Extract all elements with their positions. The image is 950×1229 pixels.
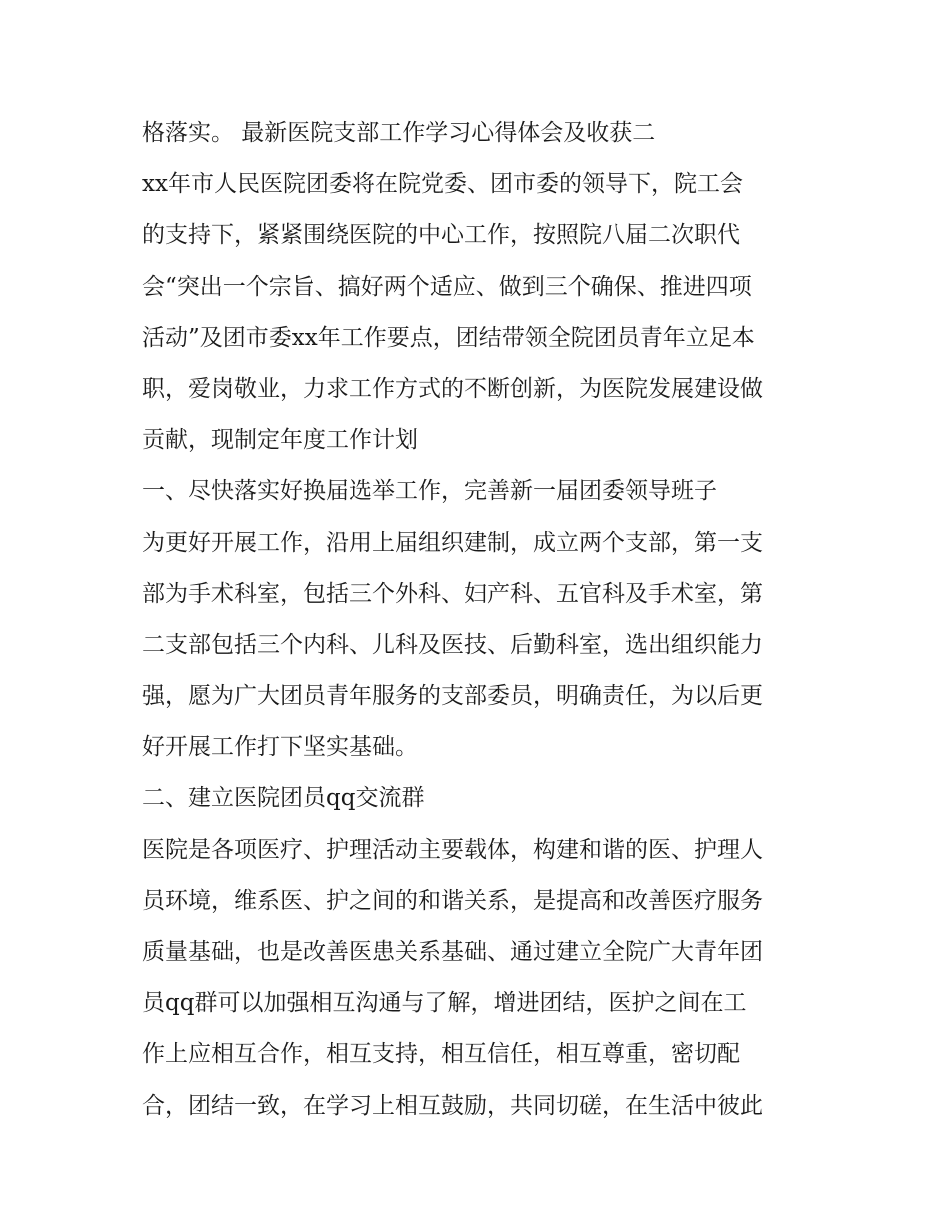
text-line: 医院是各项医疗、护理活动主要载体，构建和谐的医、护理人 bbox=[142, 836, 763, 863]
text-line: xx年市人民医院团委将在院党委、团市委的领导下，院工会 bbox=[142, 171, 743, 198]
text-line: 部为手术科室，包括三个外科、妇产科、五官科及手术室，第 bbox=[142, 580, 763, 607]
section-heading-1: 一、尽快落实好换届选举工作，完善新一届团委领导班子 bbox=[142, 478, 717, 505]
text-line: 贡献，现制定年度工作计划 bbox=[142, 427, 418, 454]
text-line: 合，团结一致，在学习上相互鼓励，共同切磋，在生活中彼此 bbox=[142, 1092, 763, 1119]
text-line: 作上应相互合作，相互支持，相互信任，相互尊重，密切配 bbox=[142, 1041, 740, 1068]
text-line: 的支持下，紧紧围绕医院的中心工作，按照院八届二次职代 bbox=[142, 222, 740, 249]
text-line: 质量基础，也是改善医患关系基础、通过建立全院广大青年团 bbox=[142, 939, 763, 965]
text-line: 会“突出一个宗旨、搞好两个适应、做到三个确保、推进四项 bbox=[142, 273, 752, 300]
text-line: 职，爱岗敬业，力求工作方式的不断创新，为医院发展建设做 bbox=[142, 375, 763, 402]
text-line: 二支部包括三个内科、儿科及医技、后勤科室，选出组织能力 bbox=[142, 631, 763, 658]
document-body bbox=[142, 108, 822, 1132]
text-line: 员环境，维系医、护之间的和谐关系，是提高和改善医疗服务 bbox=[142, 887, 763, 914]
text-line: 强，愿为广大团员青年服务的支部委员，明确责任，为以后更 bbox=[142, 683, 763, 710]
text-line: 格落实。 最新医院支部工作学习心得体会及收获二 bbox=[142, 120, 656, 146]
section-heading-2: 二、建立医院团员qq交流群 bbox=[142, 785, 425, 812]
text-line: 活动”及团市委xx年工作要点，团结带领全院团员青年立足本 bbox=[142, 324, 755, 351]
text-line: 好开展工作打下坚实基础。 bbox=[142, 734, 418, 761]
text-line: 员qq群可以加强相互沟通与了解，增进团结，医护之间在工 bbox=[142, 990, 747, 1017]
text-line: 为更好开展工作，沿用上届组织建制，成立两个支部，第一支 bbox=[142, 529, 763, 556]
